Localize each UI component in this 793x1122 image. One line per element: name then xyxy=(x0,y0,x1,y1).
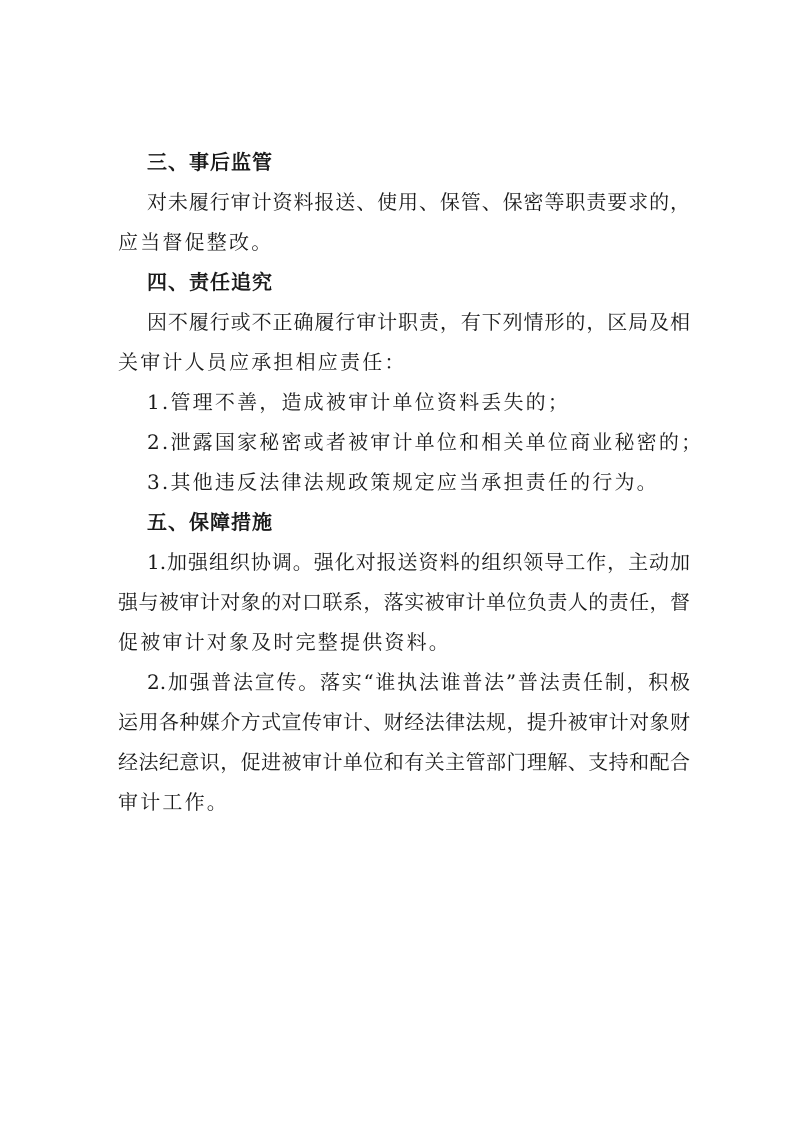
section-heading-safeguards: 五、保障措施 xyxy=(147,510,273,534)
paragraph-line: 强与被审计对象的对口联系，落实被审计单位负责人的责任，督 xyxy=(118,590,690,614)
paragraph-line: 对未履行审计资料报送、使用、保管、保密等职责要求的， xyxy=(147,190,690,214)
section-heading-post-supervision: 三、事后监管 xyxy=(147,150,273,174)
list-item: 1.管理不善，造成被审计单位资料丢失的； xyxy=(147,390,571,414)
list-item: 2.泄露国家秘密或者被审计单位和相关单位商业秘密的； xyxy=(147,430,704,454)
paragraph-line: 关审计人员应承担相应责任： xyxy=(118,350,407,374)
paragraph-line: 促被审计对象及时完整提供资料。 xyxy=(118,630,451,654)
paragraph-line: 1.加强组织协调。强化对报送资料的组织领导工作，主动加 xyxy=(147,550,690,574)
document-body xyxy=(118,142,704,822)
paragraph-line: 经法纪意识，促进被审计单位和有关主管部门理解、支持和配合 xyxy=(118,750,690,774)
list-item: 3.其他违反法律法规政策规定应当承担责任的行为。 xyxy=(147,470,659,494)
paragraph-line: 审计工作。 xyxy=(118,790,229,814)
paragraph-line: 因不履行或不正确履行审计职责，有下列情形的，区局及相 xyxy=(147,310,690,334)
section-heading-accountability: 四、责任追究 xyxy=(147,270,273,294)
paragraph-line: 应当督促整改。 xyxy=(118,230,274,254)
paragraph-line: 运用各种媒介方式宣传审计、财经法律法规，提升被审计对象财 xyxy=(118,710,690,734)
paragraph-line: 2.加强普法宣传。落实“谁执法谁普法”普法责任制，积极 xyxy=(147,670,690,694)
